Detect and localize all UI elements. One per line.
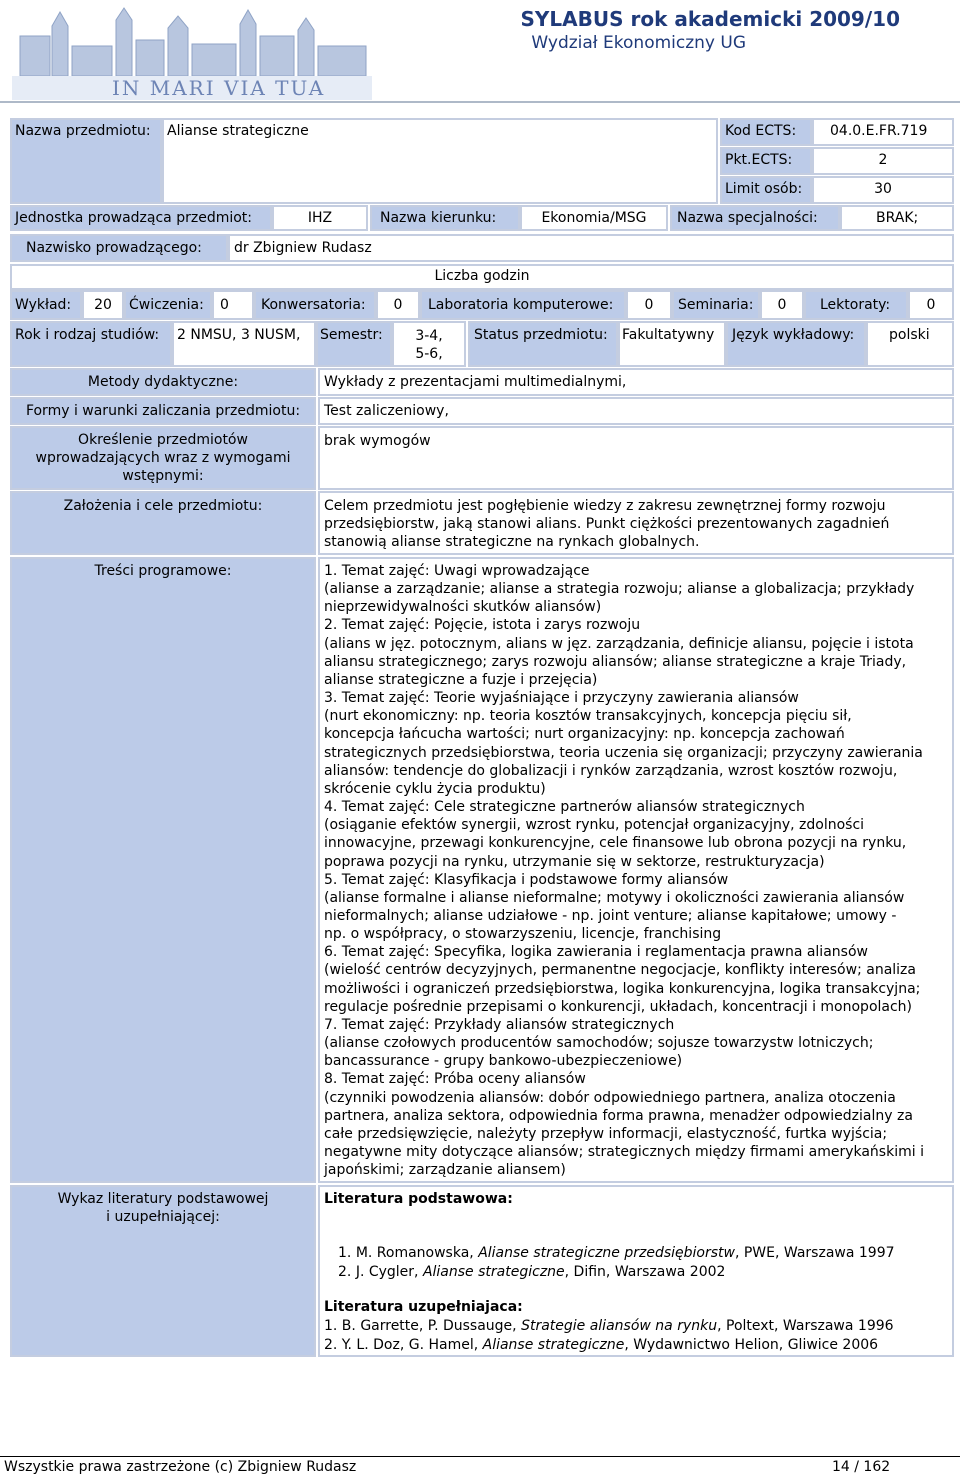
language-value: polski	[889, 327, 930, 343]
exercise-value-cell	[212, 290, 254, 320]
content-line: strategicznych przedsiębiorstwa, teoria uczenia się organizacji; przyczyny zawierania	[324, 744, 923, 761]
content-line: bancassurance - grupy bankowo-ubezpieczeniowe)	[324, 1053, 683, 1070]
literature-basic-heading: Literatura podstawowa:	[324, 1191, 513, 1207]
content-line: (alians w jęz. potocznym, alians w jęz. zarządzania, definicje aliansu, pojęcie i istota	[324, 635, 914, 652]
seminar-label: Seminaria:	[678, 297, 754, 313]
content-line: partnera, analiza sektora, odpowiednia forma prawna, menadżer odpowiedzialny za	[324, 1107, 913, 1124]
direction-value: Ekonomia/MSG	[541, 210, 647, 226]
exercise-value: 0	[220, 297, 229, 313]
lab-label: Laboratoria komputerowe:	[428, 297, 614, 313]
content-line: japońskimi; zarządzanie aliansem)	[324, 1162, 566, 1179]
content-line: aliansu strategicznego; zarys rozwoju aliansów; alianse strategiczne a kraje Triady,	[324, 653, 907, 670]
specialty-value: BRAK;	[876, 210, 919, 226]
lecturer-value: dr Zbigniew Rudasz	[234, 240, 372, 256]
literature-label-line-1: Wykaz literatury podstawowej	[57, 1191, 269, 1207]
content-line: (wielość centrów decyzyjnych, permanentne negocjacje, konflikty interesów; analiza	[324, 962, 916, 979]
header-title: SYLABUS rok akademicki 2009/10	[520, 7, 900, 31]
lectorate-value: 0	[926, 297, 936, 313]
literature-extra-item: 2. Y. L. Doz, G. Hamel, Alianse strategiczne, Wydawnictwo Helion, Gliwice 2006	[324, 1337, 879, 1353]
content-line: (alianse a zarządzanie; alianse a strategia rozwoju; alianse a globalizacja; przykłady	[324, 581, 915, 598]
conversation-value: 0	[393, 297, 403, 313]
content-line: (nurt ekonomiczny: np. teoria kosztów transakcyjnych, koncepcja pięciu sił,	[324, 708, 852, 725]
limit-label: Limit osób:	[725, 181, 803, 197]
footer-divider	[0, 1456, 960, 1457]
unit-value: IHZ	[307, 210, 333, 226]
literature-basic-list	[338, 1244, 895, 1282]
content-text	[324, 562, 950, 1179]
exercise-label: Ćwiczenia:	[129, 297, 204, 313]
prereq-label-line-2: wprowadzających wraz z wymogami	[35, 450, 291, 466]
content-line: całe przedsięwzięcie, należyty przepływ informacji, elastyczność, furtka wyjścia;	[324, 1125, 888, 1142]
footer-copyright: Wszystkie prawa zastrzeżone (c) Zbigniew Rudasz	[4, 1459, 357, 1475]
hours-title: Liczba godzin	[434, 268, 530, 284]
ects-code-label: Kod ECTS:	[725, 123, 797, 139]
content-line: poprawa pozycji na rynku, utrzymanie się w sektorze, restrukturyzacja)	[324, 853, 825, 870]
goals-line: Celem przedmiotu jest pogłębienie wiedzy z zakresu zewnętrznej formy rozwoju	[324, 498, 886, 514]
prereq-value: brak wymogów	[324, 433, 431, 449]
literature-basic-item: 2. J. Cygler, Alianse strategiczne, Difin, Warszawa 2002	[338, 1264, 726, 1280]
status-label: Status przedmiotu:	[474, 327, 608, 343]
content-line: 7. Temat zajęć: Przykłady aliansów strategicznych	[324, 1016, 675, 1033]
lab-value: 0	[644, 297, 654, 313]
methods-label: Metody dydaktyczne:	[87, 374, 239, 390]
content-line: skrócenie cyklu życia produktu)	[324, 780, 546, 797]
status-value: Fakultatywny	[622, 327, 715, 343]
content-line: alianse strategiczne a fuzje i przejęcia)	[324, 671, 598, 688]
content-line: aliansów: tendencje do globalizacji i rynków zarządzania, wzrost kosztów rozwoju,	[324, 762, 898, 779]
conversation-label: Konwersatoria:	[261, 297, 366, 313]
content-line: możliwości i ograniczeń przedsiębiorstwa, logika konkurencyjna, logika transakcyjna;	[324, 980, 921, 997]
content-line: 5. Temat zajęć: Klasyfikacja i podstawowe formy aliansów	[324, 871, 729, 888]
semester-value-1: 3-4,	[415, 328, 443, 344]
ects-code-value: 04.0.E.FR.719	[830, 123, 928, 139]
content-label-cell	[10, 557, 316, 1183]
ects-points-value: 2	[878, 152, 888, 168]
unit-label: Jednostka prowadząca przedmiot:	[15, 210, 253, 226]
content-line: innowacyjne, przewagi konkurencyjne, cele finansowe lub obrona pozycji na rynku,	[324, 835, 907, 852]
lectorate-label: Lektoraty:	[820, 297, 891, 313]
forms-value: Test zaliczeniowy,	[324, 403, 449, 419]
year-label: Rok i rodzaj studiów:	[15, 327, 160, 343]
content-line: regulacje pośrednie przepisami o konkurencji, układach, koncentracji i monopolach)	[324, 998, 913, 1015]
literature-basic-item: 1. M. Romanowska, Alianse strategiczne przedsiębiorstw, PWE, Warszawa 1997	[338, 1245, 895, 1261]
header-divider	[0, 101, 960, 103]
course-name-value: Alianse strategiczne	[167, 123, 309, 139]
content-line: 3. Temat zajęć: Teorie wyjaśniające i przyczyny zawierania aliansów	[324, 690, 799, 707]
course-name-label: Nazwa przedmiotu:	[15, 123, 151, 139]
content-line: nieprzewidywalności skutków aliansów)	[324, 599, 602, 616]
prereq-label-line-3: wstępnymi:	[122, 468, 204, 484]
header-banner	[12, 6, 372, 100]
lecture-value: 20	[94, 297, 112, 313]
content-line: 4. Temat zajęć: Cele strategiczne partnerów aliansów strategicznych	[324, 799, 805, 816]
literature-extra-item: 1. B. Garrette, P. Dussauge, Strategie aliansów na rynku, Poltext, Warszawa 1996	[324, 1318, 894, 1334]
content-line: koncepcja łańcucha wartości; nurt organizacyjny: np. koncepcja zachowań	[324, 726, 845, 743]
literature-label-line-2: i uzupełniającej:	[106, 1209, 220, 1225]
forms-label: Formy i warunki zaliczania przedmiotu:	[25, 403, 301, 419]
language-label: Język wykładowy:	[732, 327, 855, 343]
footer-page-number: 14 / 162	[832, 1459, 891, 1475]
goals-label: Założenia i cele przedmiotu:	[63, 498, 263, 514]
lecturer-label: Nazwisko prowadzącego:	[26, 240, 202, 256]
content-line: negatywne mity dotyczące aliansów; strategicznych między firmami amerykańskimi i	[324, 1144, 924, 1160]
ects-points-label: Pkt.ECTS:	[725, 152, 793, 168]
goals-text	[324, 497, 889, 551]
semester-label: Semestr:	[320, 327, 383, 343]
methods-value: Wykłady z prezentacjami multimedialnymi,	[324, 374, 627, 390]
header-subtitle: Wydział Ekonomiczny UG	[531, 33, 746, 53]
lecture-label: Wykład:	[15, 297, 72, 313]
literature-extra-list	[324, 1317, 894, 1355]
content-line: 1. Temat zajęć: Uwagi wprowadzające	[324, 563, 590, 579]
content-line: 6. Temat zajęć: Specyfika, logika zawierania i reglamentacja prawna aliansów	[324, 944, 868, 961]
content-line: 2. Temat zajęć: Pojęcie, istota i zarys rozwoju	[324, 617, 641, 634]
content-line: 8. Temat zajęć: Próba oceny aliansów	[324, 1071, 586, 1088]
content-line: nieformalnych; alianse udziałowe - np. joint venture; alianse kapitałowe; umowy -	[324, 907, 897, 924]
content-label: Treści programowe:	[94, 563, 232, 579]
content-line: np. o współpracy, o stowarzyszeniu, licencje, franchising	[324, 926, 722, 943]
limit-value: 30	[874, 181, 892, 197]
specialty-label: Nazwa specjalności:	[677, 210, 818, 226]
goals-line: stanowią alianse strategiczne na rynkach globalnych.	[324, 534, 700, 550]
goals-line: przedsiębiorstw, jaką stanowi alians. Punkt ciężkości prezentowanych zagadnień	[324, 516, 890, 532]
content-line: (alianse czołowych producentów samochodów; sojusze towarzystw lotniczych;	[324, 1035, 874, 1052]
literature-extra-heading: Literatura uzupełniajaca:	[324, 1299, 523, 1315]
header-motto: IN MARI VIA TUA	[112, 76, 326, 100]
seminar-value: 0	[777, 297, 787, 313]
prereq-label-line-1: Określenie przedmiotów	[78, 432, 248, 448]
content-line: (osiąganie efektów synergii, wzrost rynku, potencjał organizacyjny, zdolności	[324, 817, 865, 834]
year-value: 2 NMSU, 3 NUSM,	[177, 327, 301, 343]
direction-label: Nazwa kierunku:	[380, 210, 497, 226]
content-line: (czynniki powodzenia aliansów: dobór odpowiedniego partnera, analiza otoczenia	[324, 1089, 896, 1106]
content-line: (alianse formalne i alianse nieformalne; motywy i okoliczności zawierania aliansów	[324, 889, 905, 906]
semester-value-2: 5-6,	[415, 346, 443, 362]
